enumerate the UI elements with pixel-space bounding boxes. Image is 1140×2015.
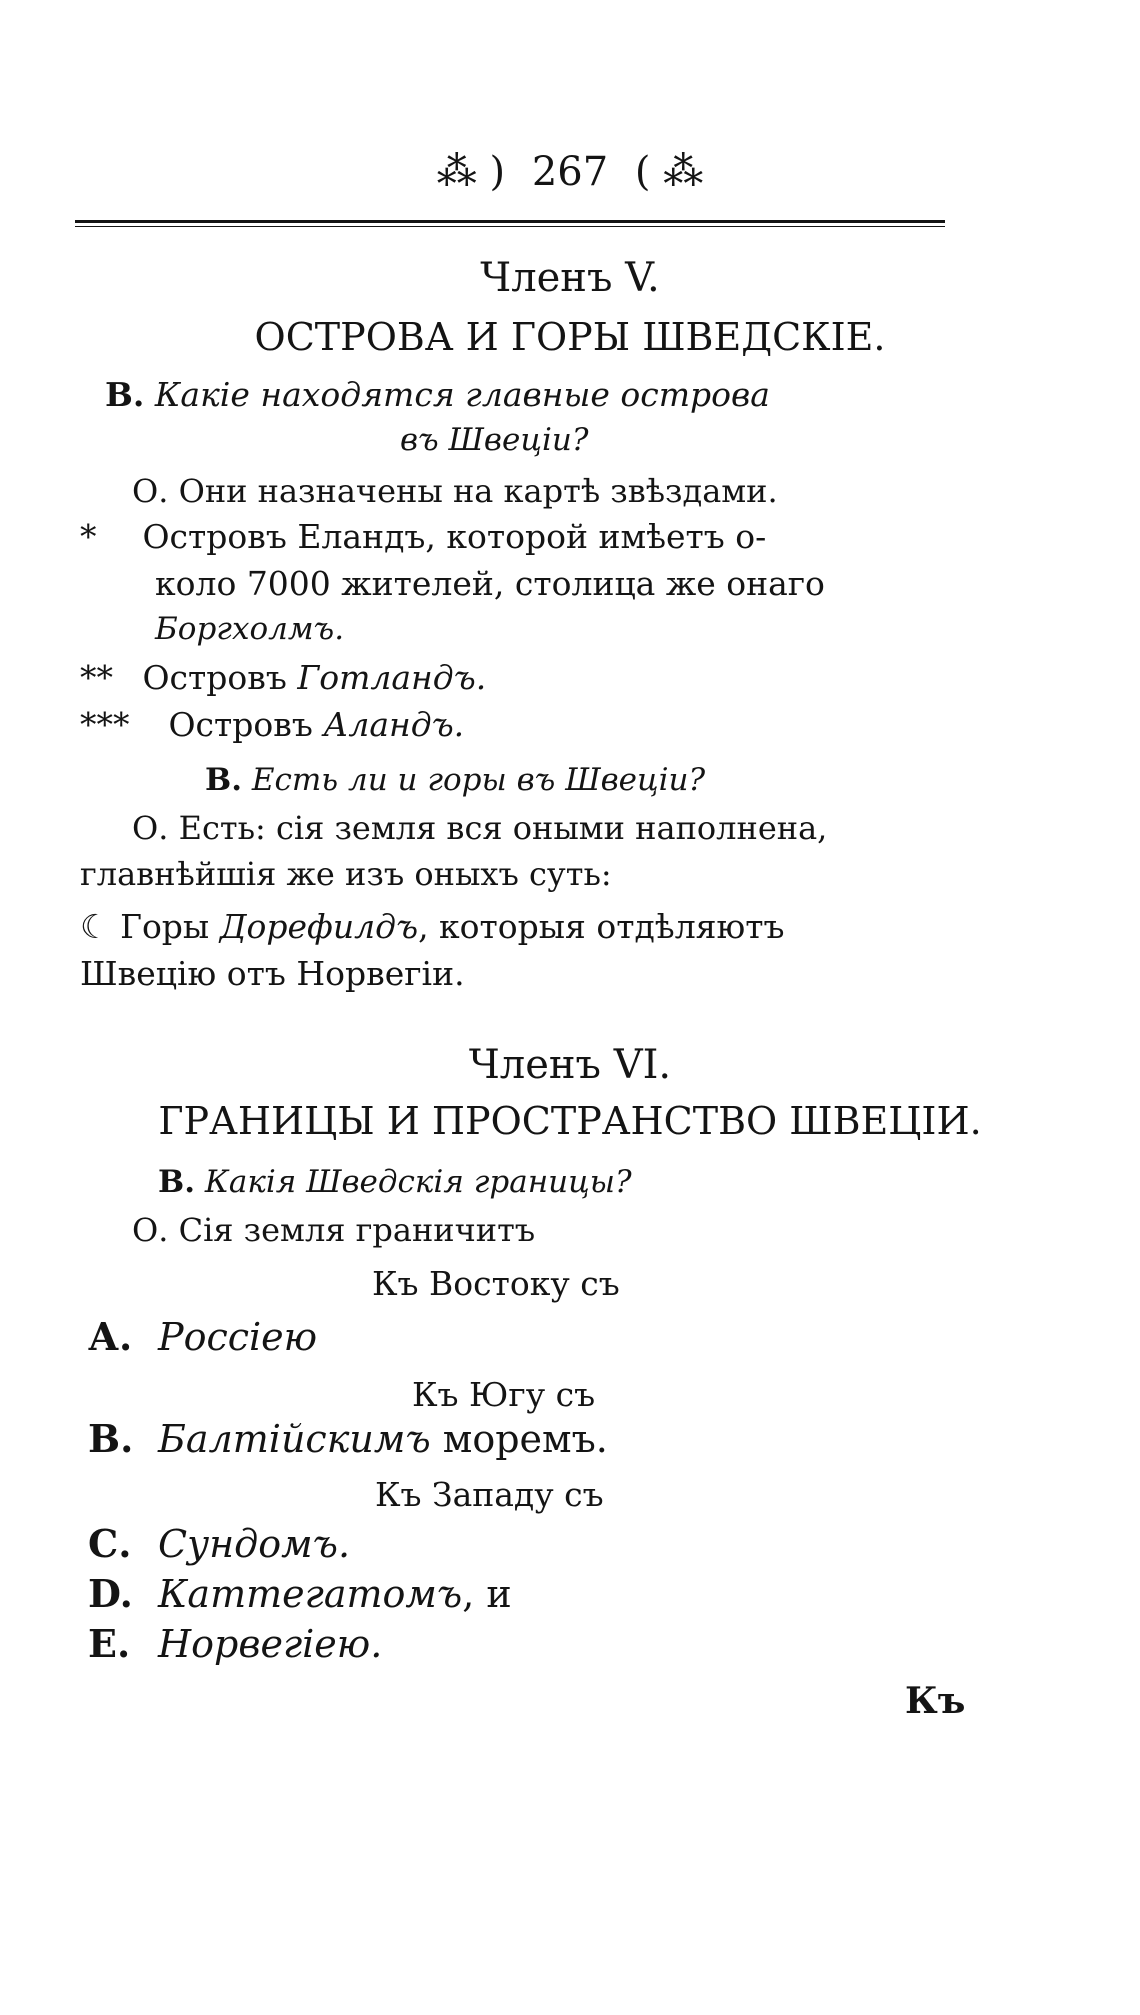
page-header [0, 149, 1140, 195]
direction-heading: Къ Западу съ [375, 1475, 604, 1514]
border-letter: Е. [88, 1621, 131, 1666]
answer-line [132, 1211, 536, 1249]
answer-line [132, 472, 778, 510]
border-name: Сундомъ. [158, 1522, 351, 1566]
list-item-continued: коло 7000 жителей, столица же онаго [155, 564, 825, 603]
question-line [105, 375, 770, 414]
mountain-item [80, 907, 785, 946]
border-item [88, 1571, 512, 1616]
star-marker: ** [80, 658, 113, 697]
mountain-item-continued: Швецiю отъ Норвегiи. [80, 954, 465, 993]
border-letter: D. [88, 1571, 133, 1616]
border-item [88, 1416, 608, 1461]
border-text: моремъ. [430, 1417, 608, 1461]
moon-icon: ☾ [80, 907, 110, 946]
question-marker: В. [158, 1164, 195, 1200]
border-name: Каттегатомъ [158, 1572, 463, 1616]
header-rule [75, 220, 945, 223]
answer-marker: О. [132, 1211, 169, 1249]
section-member-heading: Членъ VI. [468, 1042, 672, 1088]
direction-heading: Къ Востоку съ [372, 1264, 620, 1303]
catchword: Къ [905, 1680, 966, 1722]
section-member-heading: Членъ V. [480, 255, 660, 301]
border-item [88, 1314, 318, 1359]
list-item [80, 705, 465, 744]
answer-line-continued: главнѣйшiя же изъ оныхъ суть: [80, 855, 612, 893]
question-marker: В. [205, 762, 242, 798]
section-title: ГРАНИЦЫ И ПРОСТРАНСТВО ШВЕЦIИ. [158, 1099, 982, 1143]
direction-heading: Къ Югу съ [412, 1375, 596, 1414]
border-text: , и [462, 1572, 512, 1616]
header-rule-thin [75, 226, 945, 227]
star-marker: *** [80, 705, 130, 744]
border-name: Балтiйскимъ [158, 1417, 431, 1461]
list-item-name: Готландъ. [297, 658, 487, 697]
section-title: ОСТРОВА И ГОРЫ ШВЕДСКIЕ. [254, 315, 886, 359]
answer-marker: О. [132, 809, 169, 847]
question-text: Какiя Шведскiя границы? [204, 1164, 632, 1200]
question-line [205, 762, 706, 798]
list-item-text: Островъ Еландъ, которой имѣетъ о- [142, 517, 767, 556]
border-item [88, 1521, 351, 1566]
list-item-name: Аландъ. [323, 705, 465, 744]
star-marker: * [80, 517, 97, 556]
border-item [88, 1621, 383, 1666]
list-item [80, 517, 767, 556]
page-number: 267 [531, 149, 609, 195]
border-name: Норвегiею. [158, 1622, 383, 1666]
mountain-text: , которыя отдѣляютъ [418, 907, 785, 946]
list-item-text: Островъ [142, 658, 298, 697]
border-letter: С. [88, 1521, 132, 1566]
border-letter: А. [88, 1314, 133, 1359]
border-letter: В. [88, 1416, 134, 1461]
answer-text: Есть: сiя земля вся оными наполнена, [178, 809, 828, 847]
answer-text: Они назначены на картѣ звѣздами. [178, 472, 778, 510]
list-item [80, 658, 487, 697]
question-marker: В. [105, 375, 145, 414]
answer-text: Сiя земля граничитъ [178, 1211, 536, 1249]
answer-line [132, 809, 828, 847]
list-item-continued: Боргхолмъ. [155, 611, 345, 647]
header-ornament-right: ( ⁂ [634, 149, 704, 195]
question-line-continued [400, 422, 589, 458]
question-text: въ Швецiи? [400, 422, 589, 458]
mountain-text: Горы [120, 907, 220, 946]
question-text: Есть ли и горы въ Швецiи? [251, 762, 706, 798]
question-text: Какiе находятся главные острова [154, 375, 770, 414]
question-line [158, 1164, 632, 1200]
header-ornament-left: ⁂ ) [436, 149, 506, 195]
list-item-text: Островъ [168, 705, 324, 744]
mountain-name: Дорефилдъ [219, 907, 419, 946]
answer-marker: О. [132, 472, 169, 510]
border-name: Россiею [158, 1315, 318, 1359]
